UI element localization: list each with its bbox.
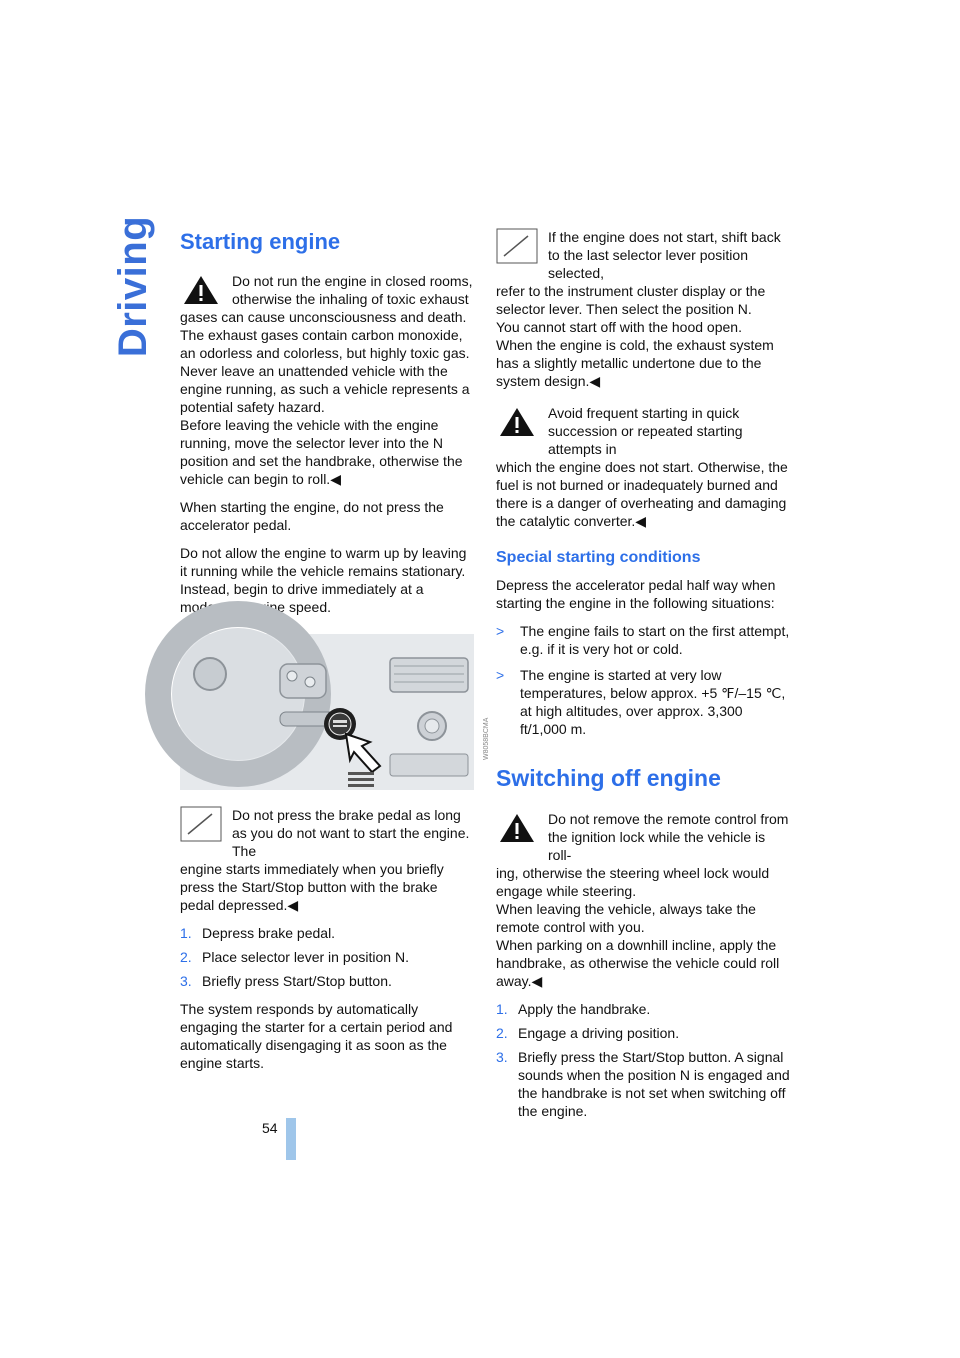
warning-text-rest: gases can cause unconsciousness and death. The exhaust gases contain carbon monoxide, an odorless and colorless, but highly toxic gas. Never leave an unattended vehicle with the engine running, as such a vehicle represents a potential safety hazard.	[180, 309, 470, 415]
warning-text-rest2: When leaving the vehicle, always take the remote control with you.	[496, 901, 756, 935]
list-item: 1. Apply the handbrake.	[496, 1001, 651, 1017]
chapter-tab-title	[111, 215, 156, 357]
paragraph-accelerator-half: Depress the accelerator pedal half way when starting the engine in the following situations:	[496, 577, 776, 611]
note-text-first: Do not press the brake pedal as long as you do not want to start the engine. The	[232, 807, 470, 859]
warning-triangle-icon	[496, 810, 538, 846]
section-heading-starting-engine: Starting engine	[180, 229, 341, 254]
note-text-rest: refer to the instrument cluster display or the selector lever. Then select the position N.	[496, 283, 766, 317]
left-column	[180, 228, 490, 1082]
list-item: 2. Place selector lever in position N.	[180, 949, 409, 965]
switch-off-steps-list	[496, 1000, 792, 1120]
warning-text-first: Avoid frequent starting in quick succession or repeated starting attempts in	[548, 405, 743, 457]
paragraph-accelerator: When starting the engine, do not press the accelerator pedal.	[180, 499, 444, 533]
section-heading-switching-off: Switching off engine	[496, 765, 721, 791]
warning-triangle-icon	[180, 272, 222, 308]
right-column	[496, 228, 792, 1130]
start-steps-list	[180, 924, 474, 990]
note-text-rest3: When the engine is cold, the exhaust system has a slightly metallic undertone due to the system design.◀	[496, 337, 774, 389]
note-arrow-icon	[180, 806, 222, 842]
warning-text-first: Do not remove the remote control from the ignition lock while the vehicle is roll-	[548, 811, 789, 863]
page-marker-bar	[286, 1118, 296, 1160]
warning-text-first: Do not run the engine in closed rooms, otherwise the inhaling of toxic exhaust	[232, 273, 473, 307]
warning-triangle-icon	[496, 404, 538, 440]
paragraph-system-responds: The system responds by automatically engaging the starter for a certain period and automatically disengaging it as soon as the engine starts.	[180, 1001, 453, 1071]
note-brake-pedal	[180, 806, 474, 914]
warning-text-rest2: Before leaving the vehicle with the engine running, move the selector lever into the N position and set the handbrake, otherwise the vehicle can begin to roll.◀	[180, 417, 463, 487]
chapter-title-text: Driving	[111, 215, 156, 357]
paragraph-warm-up: Do not allow the engine to warm up by leaving it running while the vehicle remains stationary. Instead, begin to drive immediately at a moderate engine speed.	[180, 545, 467, 615]
figure-code: W8058BCMA	[483, 717, 490, 760]
dashboard-illustration	[180, 634, 490, 790]
special-conditions-list	[496, 622, 792, 738]
note-arrow-icon	[496, 228, 538, 264]
note-engine-not-start	[496, 228, 792, 390]
note-text-first: If the engine does not start, shift back to the last selector lever position selected,	[548, 229, 781, 281]
list-item: 3. Briefly press the Start/Stop button. A signal sounds when the position N is engaged and the handbrake is not set when switching off the engine.	[496, 1049, 790, 1119]
start-stop-button-figure	[180, 634, 490, 790]
list-item: > The engine is started at very low temperatures, below approx. +5 ℉/–15 ℃, at high altitudes, over approx. 3,300 ft/1,000 m.	[496, 667, 786, 737]
list-item: 2. Engage a driving position.	[496, 1025, 680, 1041]
warning-text-rest: ing, otherwise the steering wheel lock would engage while steering.	[496, 865, 770, 899]
warning-text-rest: which the engine does not start. Otherwise, the fuel is not burned or inadequately burned and there is a danger of overheating and damaging the catalytic converter.◀	[496, 459, 788, 529]
page-number: 54	[262, 1120, 278, 1136]
list-item: 1. Depress brake pedal.	[180, 925, 336, 941]
list-item: 3. Briefly press Start/Stop button.	[180, 973, 392, 989]
warning-note-remote-control	[496, 810, 792, 990]
warning-note-exhaust	[180, 272, 474, 488]
note-text-rest2: You cannot start off with the hood open.	[496, 319, 742, 335]
warning-text-rest3: When parking on a downhill incline, apply the handbrake, as otherwise the vehicle could roll away.◀	[496, 937, 780, 989]
subheading-special-starting: Special starting conditions	[496, 549, 701, 566]
list-item: > The engine fails to start on the first attempt, e.g. if it is very hot or cold.	[496, 623, 790, 657]
warning-note-frequent-starting	[496, 404, 792, 530]
note-text-rest: engine starts immediately when you briefly press the Start/Stop button with the brake pedal depressed.◀	[180, 861, 444, 913]
